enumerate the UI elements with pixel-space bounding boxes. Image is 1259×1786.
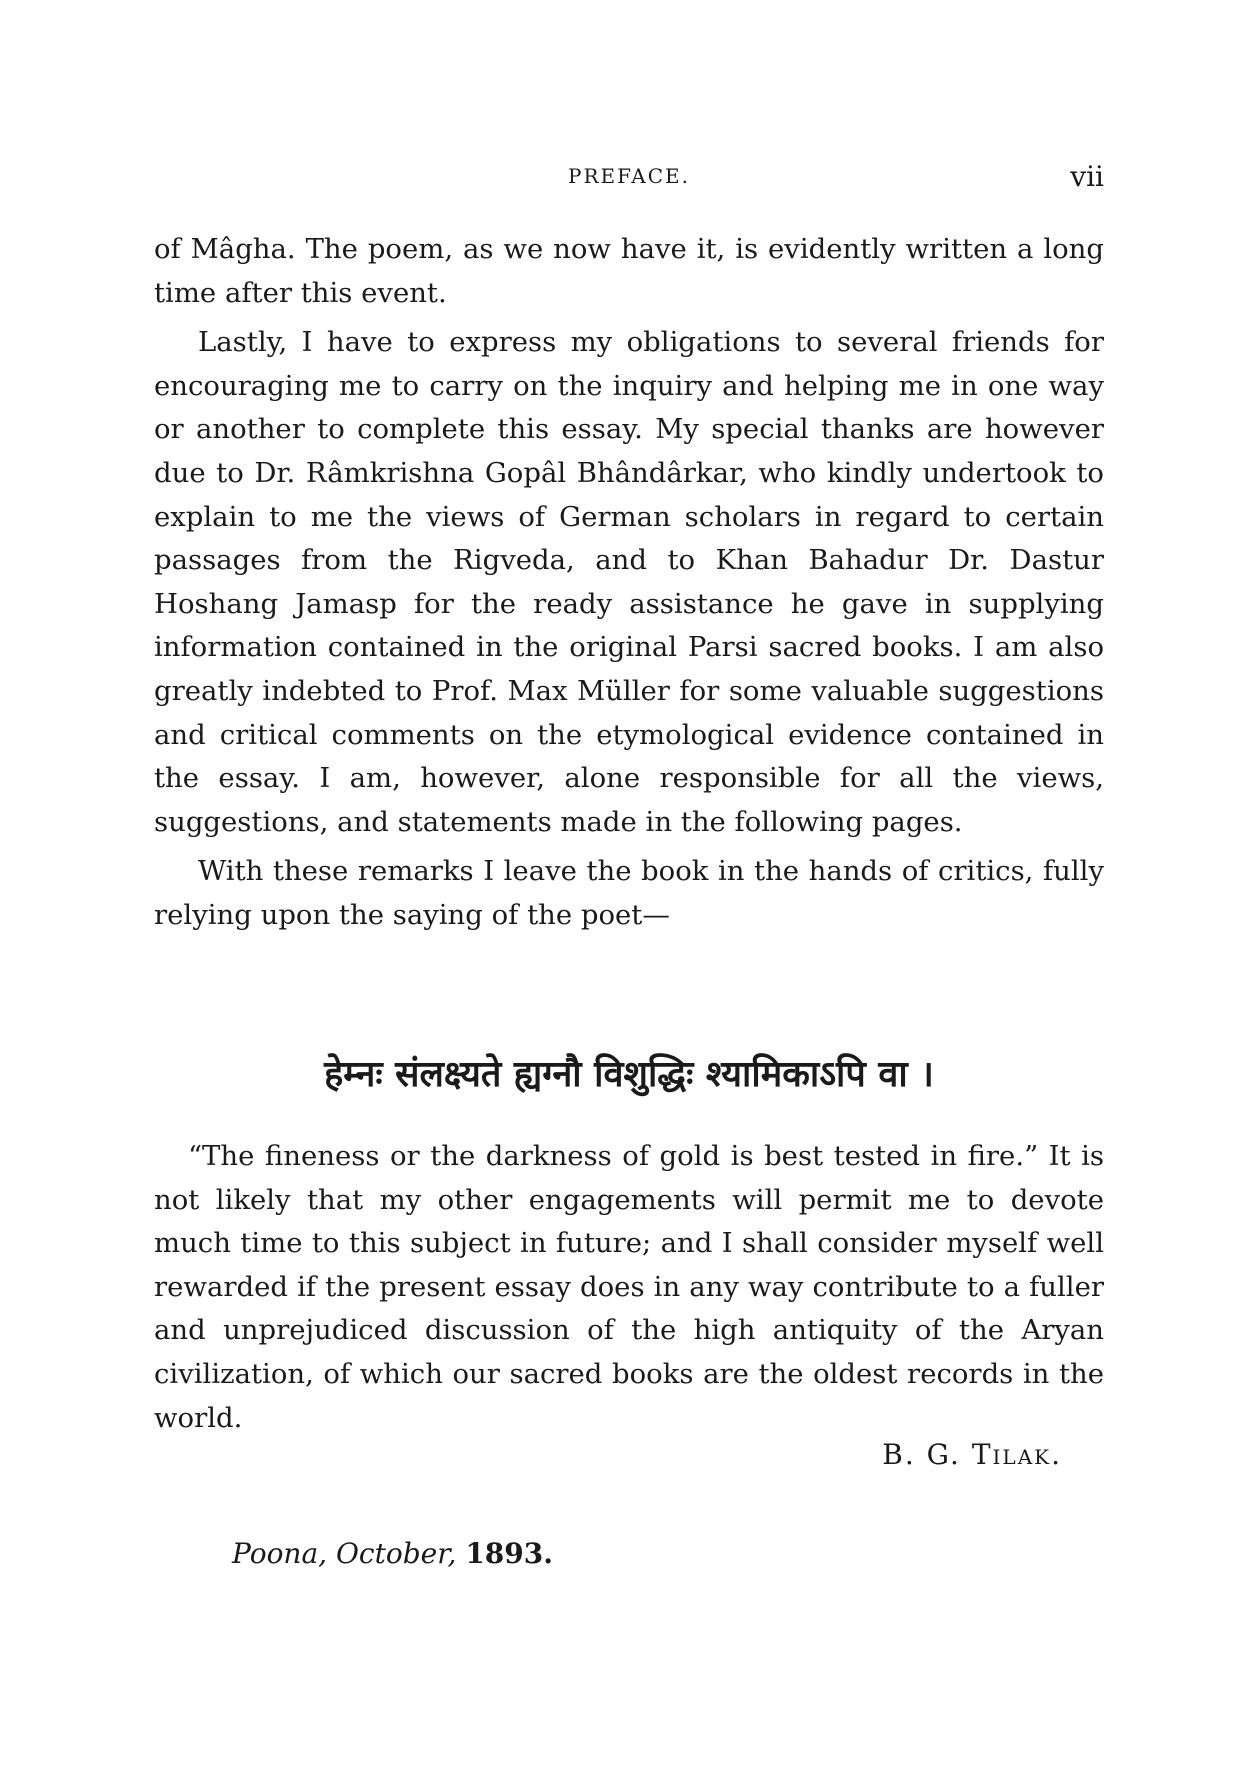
author-signature bbox=[882, 1438, 1062, 1471]
paragraph-translation: “The fineness or the darkness of gold is best tested in fire.” It is not likely that my other engagements will permit me to devote much time to this subject in future; and I shall consider myself well rewarded if the present essay does in any way contribute to a fuller and unprejudiced discussion of the high antiquity of the Aryan civilization, of which our sacred books are the oldest records in the world. bbox=[154, 1140, 1104, 1434]
dateline bbox=[232, 1537, 553, 1570]
paragraph-continuation: of Mâgha. The poem, as we now have it, is evidently written a long time after this event. bbox=[154, 233, 1104, 309]
dateline-year: 1893. bbox=[465, 1537, 553, 1570]
page-number: vii bbox=[1070, 160, 1104, 193]
preface-body bbox=[154, 228, 1104, 938]
author-initials: B. G. bbox=[882, 1438, 961, 1471]
verse-translation bbox=[154, 1135, 1104, 1440]
running-title: PREFACE. bbox=[568, 164, 690, 188]
paragraph-closing-remarks: With these remarks I leave the book in the hands of critics, fully relying upon the saying of the poet— bbox=[154, 855, 1104, 931]
dateline-place-month: Poona, October, bbox=[232, 1537, 457, 1570]
author-surname: Tilak. bbox=[971, 1438, 1062, 1471]
running-head bbox=[154, 160, 1104, 194]
sanskrit-verse: हेम्नः संलक्ष्यते ह्यग्नौ विशुद्धिः श्यामिकाऽपि वा । bbox=[324, 1054, 934, 1095]
paragraph-acknowledgements: Lastly, I have to express my obligations to several friends for encouraging me to carry on the inquiry and helping me in one way or another to complete this essay. My special thanks are however due to Dr. Râmkrishna Gopâl Bhândârkar, who kindly undertook to explain to me the views of German scholars in regard to certain passages from the Rigveda, and to Khan Bahadur Dr. Dastur Hoshang Jamasp for the ready assistance he gave in supplying information contained in the original Parsi sacred books. I am also greatly indebted to Prof. Max Müller for some valuable suggestions and critical comments on the etymological evidence contained in the essay. I am, however, alone responsible for all the views, suggestions, and statements made in the following pages. bbox=[154, 326, 1104, 838]
